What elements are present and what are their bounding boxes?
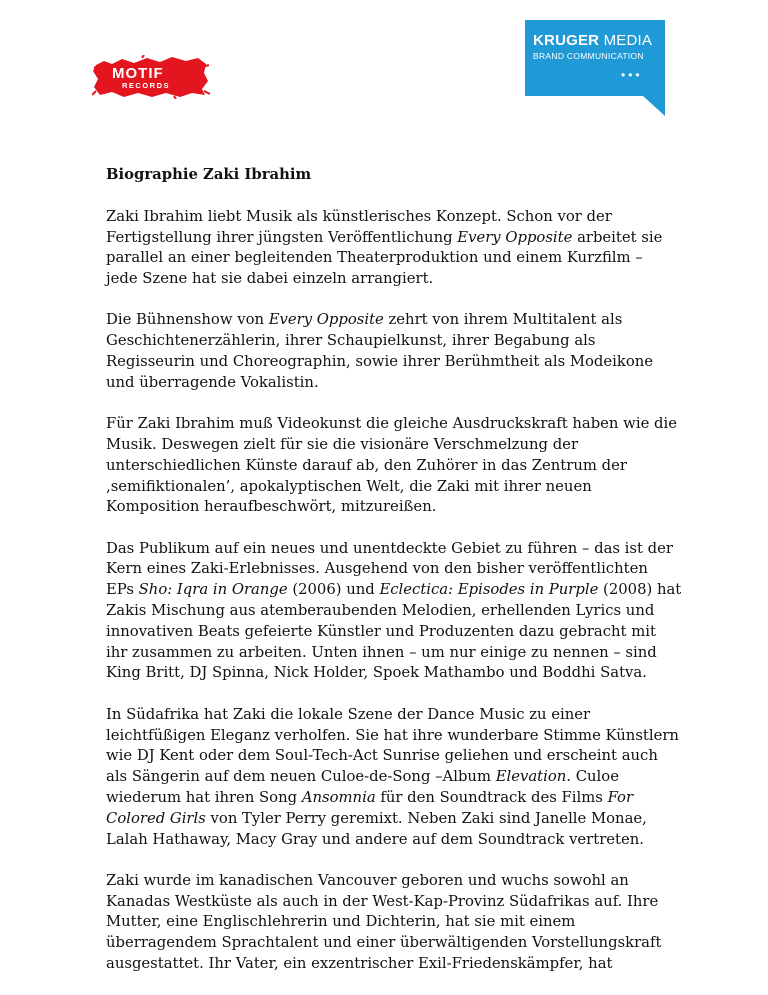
text-line: King Britt, DJ Spinna, Nick Holder, Spoek Mathambo und Boddhi Satva.: [106, 664, 647, 682]
kruger-media-brand: [533, 32, 652, 49]
text-line: Für Zaki Ibrahim muß Videokunst die gleiche Ausdruckskraft haben wie die: [106, 415, 677, 433]
text-line: Fertigstellung ihrer jüngsten Veröffentlichung Every Opposite arbeitet sie: [106, 228, 663, 246]
ellipsis-dots-icon: •••: [621, 68, 643, 82]
paragraph-2: [106, 310, 692, 393]
text-line: Zaki Ibrahim liebt Musik als künstlerisches Konzept. Schon vor der: [106, 207, 612, 225]
text-line: ‚semifiktionalen’, apokalyptischen Welt, die Zaki mit ihrer neuen: [106, 477, 592, 495]
text-line: leichtfüßigen Eleganz verholfen. Sie hat ihre wunderbare Stimme Künstlern: [106, 726, 679, 744]
kruger-media-logo: [525, 20, 665, 115]
svg-text:RECORDS: RECORDS: [122, 81, 171, 90]
kruger-media-subtitle: BRAND COMMUNICATION: [533, 51, 644, 61]
text-line: als Sängerin auf dem neuen Culoe-de-Song –Album Elevation. Culoe: [106, 768, 619, 786]
text-line: überragendem Sprachtalent und einer überwältigenden Vorstellungskraft: [106, 934, 662, 952]
text-line: In Südafrika hat Zaki die lokale Szene der Dance Music zu einer: [106, 705, 591, 723]
text-line: parallel an einer begleitenden Theaterproduktion und einem Kurzfilm –: [106, 249, 643, 267]
paragraph-1: [106, 207, 692, 290]
speech-bubble-tail: [643, 96, 665, 116]
paragraph-3: [106, 414, 692, 518]
text-line: Komposition heraufbeschwört, mitzureißen.: [106, 498, 437, 516]
text-line: Regisseurin und Choreographin, sowie ihrer Berühmtheit als Modeikone: [106, 353, 654, 371]
text-line: jede Szene hat sie dabei einzeln arrangiert.: [106, 270, 434, 288]
text-line: Zaki wurde im kanadischen Vancouver geboren und wuchs sowohl an: [106, 871, 629, 889]
paragraph-5: [106, 705, 692, 851]
text-line: EPs Sho: Iqra in Orange (2006) und Eclectica: Episodes in Purple (2008) hat: [106, 581, 682, 599]
text-line: Zakis Mischung aus atemberaubenden Melodien, erhellenden Lyrics und: [106, 602, 655, 620]
text-line: Musik. Deswegen zielt für sie die visionäre Verschmelzung der: [106, 435, 579, 453]
text-line: ausgestattet. Ihr Vater, ein exzentrischer Exil-Friedenskämpfer, hat: [106, 955, 613, 972]
text-line: Die Bühnenshow von Every Opposite zehrt von ihrem Multitalent als: [106, 311, 623, 329]
text-line: wiederum hat ihren Song Ansomnia für den Soundtrack des Films For: [106, 788, 634, 806]
paragraph-4: [106, 539, 692, 685]
text-line: unterschiedlichen Künste darauf ab, den Zuhörer in das Zentrum der: [106, 456, 627, 474]
brand-light: MEDIA: [599, 32, 653, 49]
text-line: Mutter, eine Englischlehrerin und Dichterin, hat sie mit einem: [106, 913, 576, 931]
svg-text:MOTIF: MOTIF: [112, 65, 164, 82]
text-line: Das Publikum auf ein neues und unentdeckte Gebiet zu führen – das ist der: [106, 539, 673, 557]
text-line: ihr zusammen zu arbeiten. Unten ihnen – um nur einige zu nennen – sind: [106, 643, 657, 661]
text-line: und überragende Vokalistin.: [106, 373, 319, 391]
text-line: Kern eines Zaki-Erlebnisses. Ausgehend von den bisher veröffentlichten: [106, 560, 648, 578]
text-line: Lalah Hathaway, Macy Gray und andere auf dem Soundtrack vertreten.: [106, 830, 644, 848]
motif-records-logo: [92, 55, 210, 99]
paragraph-6: [106, 871, 692, 975]
document-body: [106, 165, 692, 995]
text-line: innovativen Beats gefeierte Künstler und Produzenten dazu gebracht mit: [106, 622, 656, 640]
text-line: Colored Girls von Tyler Perry geremixt. Neben Zaki sind Janelle Monae,: [106, 809, 647, 827]
motif-records-logo-mark: [92, 55, 210, 99]
text-line: Kanadas Westküste als auch in der West-Kap-Provinz Südafrikas auf. Ihre: [106, 892, 659, 910]
text-line: wie DJ Kent oder dem Soul-Tech-Act Sunrise geliehen und erscheint auch: [106, 747, 658, 765]
document-title: Biographie Zaki Ibrahim: [106, 166, 312, 183]
brand-bold: KRUGER: [533, 32, 600, 49]
text-line: Geschichtenerzählerin, ihrer Schaupielkunst, ihrer Begabung als: [106, 332, 596, 350]
